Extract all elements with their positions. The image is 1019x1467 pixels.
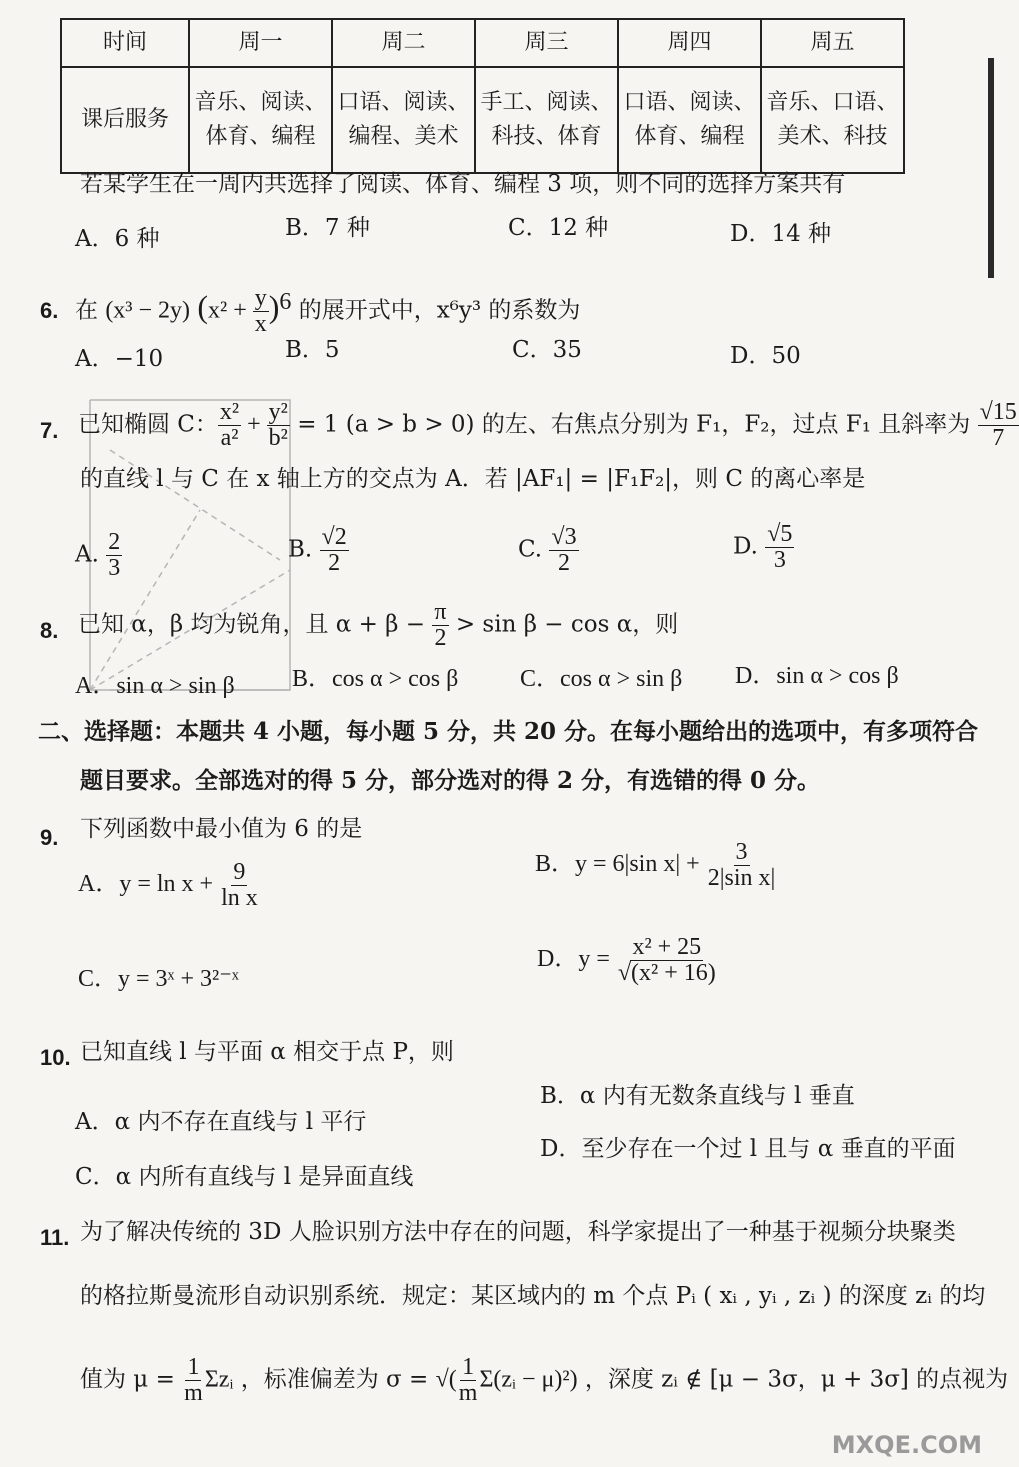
q11-line2: 的格拉斯曼流形自动识别系统．规定：某区域内的 m 个点 Pᵢ ( xᵢ , yᵢ , zᵢ ) 的深度 zᵢ 的均	[80, 1283, 986, 1309]
x-squared-term: x² +	[208, 297, 253, 324]
q11-line1: 为了解决传统的 3D 人脸识别方法中存在的问题，科学家提出了一种基于视频分块聚类	[80, 1219, 956, 1245]
cell-line: 音乐、阅读、	[194, 90, 327, 115]
frac-numerator: y	[254, 285, 267, 311]
nine-over-lnx	[219, 860, 260, 911]
q6-prefix: 在	[75, 297, 98, 324]
section2-heading-line2: 题目要求。全部选对的得 5 分，部分选对的得 2 分，有选错的得 0 分。	[80, 767, 821, 794]
q5-stem: 若某学生在一周内共选择了阅读、体育、编程 3 项，则不同的选择方案共有	[80, 171, 846, 197]
q6-option-c: C．35	[512, 337, 582, 363]
cell-line: 音乐、口语、	[766, 90, 899, 115]
table-cell	[761, 67, 904, 173]
table-cell	[618, 67, 761, 173]
q6-option-a: A．−10	[75, 346, 164, 372]
frac-numerator: 3	[735, 839, 748, 865]
q8-option-a: A．sin α > sin β	[75, 673, 235, 699]
frac-numerator: 1	[462, 1354, 475, 1380]
q11-line3	[80, 1355, 1008, 1406]
cell-line: 美术、科技	[777, 124, 888, 149]
frac-denominator: x	[254, 311, 267, 338]
q8-option-d: D．sin α > cos β	[735, 663, 899, 689]
q7-option-b	[288, 525, 349, 576]
q10-option-c: C．α 内所有直线与 l 是异面直线	[75, 1164, 414, 1190]
q6-expr: (x³ − 2y)	[105, 297, 191, 324]
table-header-row	[61, 19, 904, 67]
q11-sigma-label: ，标准偏差为 σ =	[240, 1366, 429, 1393]
option-label: C.	[518, 536, 543, 563]
table-header-cell: 周四	[618, 19, 761, 67]
q9-option-c: C．y = 3ˣ + 3²⁻ˣ	[78, 966, 239, 992]
frac-denominator: 3	[108, 555, 121, 582]
frac-denominator: a²	[220, 425, 239, 452]
option-text: A．y = ln x +	[78, 871, 214, 898]
table-header-cell: 周五	[761, 19, 904, 67]
three-over-2sinx	[706, 840, 778, 891]
q10-stem: 已知直线 l 与平面 α 相交于点 P，则	[80, 1039, 454, 1065]
frac-denominator: ln x	[221, 885, 258, 912]
option-text: D．y =	[537, 946, 610, 973]
q9-option-d	[537, 935, 718, 986]
q10-number: 10.	[40, 1045, 71, 1070]
q7-option-a	[75, 530, 122, 581]
x2-over-a2	[218, 400, 241, 451]
q7-option-c	[518, 525, 579, 576]
q6-number: 6.	[40, 298, 59, 323]
table-row	[61, 67, 904, 173]
q5-option-d: D．14 种	[730, 221, 832, 247]
table-header-cell: 周二	[332, 19, 475, 67]
frac-numerator: √15	[979, 399, 1017, 425]
q6-stem	[75, 286, 580, 337]
q7-number: 7.	[40, 418, 59, 443]
frac-numerator: y²	[268, 399, 288, 425]
row-label: 课后服务	[61, 67, 189, 173]
cell-line: 口语、阅读、	[623, 90, 756, 115]
frac-denominator: m	[184, 1380, 203, 1407]
q5-option-c: C．12 种	[508, 215, 609, 241]
table-cell	[332, 67, 475, 173]
sum-squares: Σ(zᵢ − μ)²)	[479, 1366, 578, 1393]
q5-option-b: B．7 种	[285, 215, 370, 241]
q7-line1b-text: = 1 (a > b > 0) 的左、右焦点分别为 F₁，F₂，过点 F₁ 且斜率为	[297, 411, 971, 438]
q7-line1-text: 已知椭圆 C：	[78, 411, 218, 438]
table-header-cell: 周一	[189, 19, 332, 67]
frac-numerator: √3	[551, 524, 577, 550]
option-text: B．y = 6|sin x| +	[535, 851, 700, 878]
q8-stem-text: 已知 α，β 均为锐角，且 α + β −	[78, 611, 426, 638]
q7-line1	[78, 400, 1019, 451]
frac-numerator: 9	[233, 859, 246, 885]
q6-paren-term: (	[197, 288, 208, 325]
q8-stem-text-b: > sin β − cos α，则	[455, 611, 679, 638]
frac-denominator: 3	[773, 547, 786, 574]
sqrt5-over-3	[765, 522, 794, 573]
q9-option-b	[535, 840, 777, 891]
q8-option-c: C．cos α > sin β	[520, 666, 683, 692]
q8-number: 8.	[40, 618, 59, 643]
q6-paren-close: )	[268, 288, 280, 325]
d-fraction	[616, 935, 718, 986]
frac-denominator: 2	[328, 550, 341, 577]
q6-option-d: D．50	[730, 343, 801, 369]
frac-numerator: x² + 25	[632, 934, 702, 960]
frac-numerator: 1	[187, 1354, 200, 1380]
frac-denominator: m	[458, 1380, 478, 1407]
q9-stem: 下列函数中最小值为 6 的是	[80, 816, 363, 842]
frac-denominator: 7	[992, 425, 1005, 452]
option-label: B.	[288, 536, 313, 563]
q11-depth-text: ，深度 zᵢ ∉ [μ − 3σ，μ + 3σ] 的点视为	[584, 1366, 1009, 1393]
table-cell	[475, 67, 618, 173]
pi-over-2	[432, 600, 448, 651]
one-over-m-2	[457, 1355, 480, 1406]
y-over-x-fraction	[253, 286, 269, 337]
q7-line2: 的直线 l 与 C 在 x 轴上方的交点为 A．若 |AF₁| = |F₁F₂|，则 C 的离心率是	[80, 466, 866, 492]
cell-line: 体育、编程	[634, 124, 745, 149]
q10-option-b: B．α 内有无数条直线与 l 垂直	[540, 1083, 855, 1109]
sqrt15-over-7	[978, 400, 1019, 451]
option-label: A.	[75, 541, 99, 568]
plus-sign: +	[241, 411, 267, 438]
q10-option-a: A．α 内不存在直线与 l 平行	[75, 1109, 367, 1135]
q5-option-a: A．6 种	[75, 226, 160, 252]
sum-zi: Σzᵢ	[204, 1366, 234, 1393]
option-label: D.	[733, 533, 758, 560]
frac-numerator: 2	[108, 529, 121, 555]
sqrt3-over-2	[549, 525, 578, 576]
q8-option-b: B．cos α > cos β	[292, 666, 459, 692]
frac-numerator: √2	[321, 524, 347, 550]
sqrt2-over-2	[320, 525, 349, 576]
q8-stem	[78, 600, 678, 651]
q6-option-b: B．5	[285, 337, 340, 363]
cell-line: 手工、阅读、	[480, 90, 613, 115]
watermark-logo: MXQE.COM	[831, 1431, 982, 1459]
q11-mu-label: 值为 μ =	[80, 1366, 175, 1393]
frac-denominator: 2	[434, 625, 447, 652]
table-cell	[189, 67, 332, 173]
q7-option-d	[733, 522, 794, 573]
one-over-m	[182, 1355, 205, 1406]
frac-numerator: √5	[767, 521, 793, 547]
table-header-cell: 时间	[61, 19, 189, 67]
table-header-cell: 周三	[475, 19, 618, 67]
q9-number: 9.	[40, 825, 59, 850]
schedule-table	[60, 18, 905, 174]
scan-edge-marker	[988, 58, 994, 278]
q9-option-a	[78, 860, 260, 911]
frac-denominator: b²	[268, 425, 288, 452]
exponent-six: 6	[279, 289, 292, 316]
cell-line: 编程、美术	[348, 124, 459, 149]
cell-line: 口语、阅读、	[337, 90, 470, 115]
frac-denominator: 2|sin x|	[707, 865, 776, 892]
q6-suffix: 的展开式中，x⁶y³ 的系数为	[298, 297, 581, 324]
cell-line: 体育、编程	[205, 124, 316, 149]
frac-numerator: x²	[219, 399, 240, 425]
q10-option-d: D．至少存在一个过 l 且与 α 垂直的平面	[540, 1136, 956, 1162]
q11-number: 11.	[40, 1225, 70, 1250]
frac-denominator: 2	[557, 550, 570, 577]
y2-over-b2	[267, 400, 290, 451]
cell-line: 科技、体育	[491, 124, 602, 149]
section2-heading-line1: 二、选择题：本题共 4 小题，每小题 5 分，共 20 分。在每小题给出的选项中，有多项符合	[38, 718, 979, 745]
frac-numerator: π	[434, 599, 447, 625]
two-thirds	[106, 530, 122, 581]
sigma-formula: √(	[435, 1366, 457, 1393]
frac-denominator: √(x² + 16)	[617, 960, 716, 987]
